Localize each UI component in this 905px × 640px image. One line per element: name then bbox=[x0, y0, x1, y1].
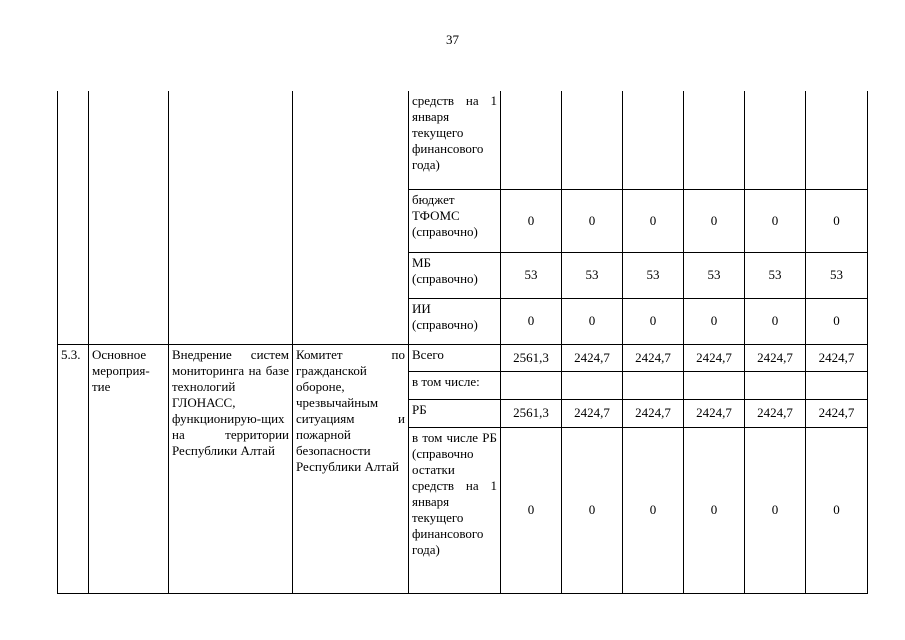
value-cell: 2424,7 bbox=[623, 399, 684, 427]
value-cell bbox=[562, 371, 623, 399]
value-cell bbox=[501, 371, 562, 399]
value-cell: 0 bbox=[684, 189, 745, 252]
value-cell: 2424,7 bbox=[562, 399, 623, 427]
value-cell: 53 bbox=[623, 252, 684, 298]
value-cell bbox=[745, 91, 806, 189]
name-cell-empty bbox=[169, 91, 293, 344]
value-cell: 0 bbox=[501, 189, 562, 252]
table-row bbox=[58, 91, 868, 189]
value-cell: 2561,3 bbox=[501, 344, 562, 371]
value-cell: 53 bbox=[501, 252, 562, 298]
item-executor: Комитет по гражданской обороне, чрезвычайным ситуациям и пожарной безопасности Республики Алтай bbox=[293, 344, 409, 593]
value-cell: 53 bbox=[562, 252, 623, 298]
value-cell: 0 bbox=[623, 298, 684, 344]
value-cell: 0 bbox=[501, 427, 562, 593]
value-cell: 2424,7 bbox=[684, 344, 745, 371]
source-cell: МБ (справочно) bbox=[409, 252, 501, 298]
value-cell bbox=[806, 91, 868, 189]
value-cell: 0 bbox=[501, 298, 562, 344]
value-cell: 53 bbox=[745, 252, 806, 298]
source-cell: Всего bbox=[409, 344, 501, 371]
value-cell: 0 bbox=[562, 427, 623, 593]
value-cell bbox=[684, 371, 745, 399]
value-cell bbox=[806, 371, 868, 399]
value-cell: 0 bbox=[806, 427, 868, 593]
value-cell bbox=[562, 91, 623, 189]
value-cell bbox=[745, 371, 806, 399]
table-row bbox=[58, 344, 868, 371]
source-cell: ИИ (справочно) bbox=[409, 298, 501, 344]
value-cell bbox=[501, 91, 562, 189]
value-cell: 53 bbox=[684, 252, 745, 298]
item-number: 5.3. bbox=[58, 344, 89, 593]
number-cell-empty bbox=[58, 91, 89, 344]
source-cell: в том числе: bbox=[409, 371, 501, 399]
value-cell: 2424,7 bbox=[806, 344, 868, 371]
source-cell: РБ bbox=[409, 399, 501, 427]
value-cell: 0 bbox=[745, 427, 806, 593]
source-cell: бюджет ТФОМС (справочно) bbox=[409, 189, 501, 252]
value-cell: 0 bbox=[745, 298, 806, 344]
value-cell: 2424,7 bbox=[806, 399, 868, 427]
value-cell: 0 bbox=[623, 427, 684, 593]
item-type: Основное мероприя-тие bbox=[89, 344, 169, 593]
value-cell: 0 bbox=[562, 189, 623, 252]
value-cell: 0 bbox=[562, 298, 623, 344]
value-cell: 2424,7 bbox=[623, 344, 684, 371]
value-cell: 0 bbox=[684, 298, 745, 344]
value-cell bbox=[623, 371, 684, 399]
value-cell: 2561,3 bbox=[501, 399, 562, 427]
value-cell: 2424,7 bbox=[684, 399, 745, 427]
budget-table bbox=[57, 91, 868, 594]
source-cell: в том числе РБ (справочно остатки средств на 1 января текущего финансового года) bbox=[409, 427, 501, 593]
value-cell bbox=[684, 91, 745, 189]
value-cell: 2424,7 bbox=[745, 399, 806, 427]
value-cell: 2424,7 bbox=[562, 344, 623, 371]
value-cell: 2424,7 bbox=[745, 344, 806, 371]
page-number: 37 bbox=[446, 32, 459, 47]
value-cell: 0 bbox=[623, 189, 684, 252]
type-cell-empty bbox=[89, 91, 169, 344]
value-cell bbox=[623, 91, 684, 189]
value-cell: 0 bbox=[806, 189, 868, 252]
executor-cell-empty bbox=[293, 91, 409, 344]
item-name: Внедрение систем мониторинга на базе технологий ГЛОНАСС, функционирую-щих на территории Республики Алтай bbox=[169, 344, 293, 593]
source-cell: средств на 1 января текущего финансового года) bbox=[409, 91, 501, 189]
value-cell: 0 bbox=[745, 189, 806, 252]
value-cell: 53 bbox=[806, 252, 868, 298]
value-cell: 0 bbox=[684, 427, 745, 593]
value-cell: 0 bbox=[806, 298, 868, 344]
